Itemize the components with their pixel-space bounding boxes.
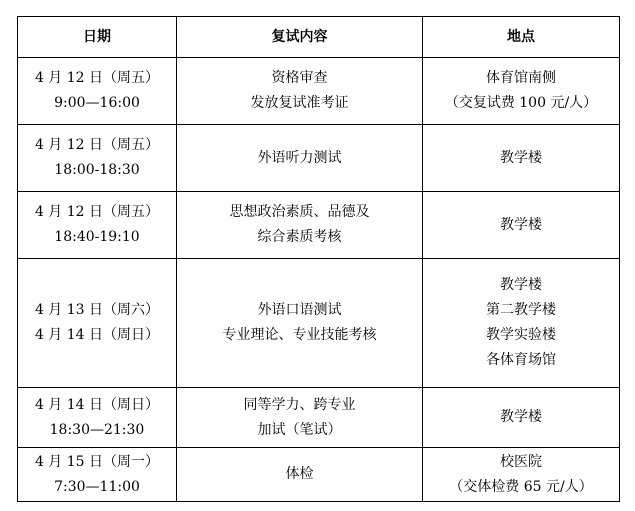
place-line: 教学实验楼 [486, 327, 556, 343]
fee-note: （交复试费 100 元/人） [444, 95, 598, 111]
time-line: 9:00—16:00 [54, 95, 140, 111]
content-line: 发放复试准考证 [250, 95, 349, 111]
place-line: 体育馆南侧 [486, 70, 556, 86]
content-line: 专业理论、专业技能考核 [222, 327, 377, 343]
time-line: 18:30—21:30 [49, 421, 145, 438]
place-line: 校医院 [500, 453, 542, 470]
place-cell [423, 192, 620, 259]
date-cell [18, 125, 177, 192]
table-body [18, 58, 620, 502]
table-row [18, 192, 620, 259]
content-cell [177, 58, 423, 125]
date-line: 4 月 12 日（周五） [34, 204, 160, 220]
date-cell [18, 58, 177, 125]
table-row [18, 388, 620, 448]
content-line: 综合素质考核 [257, 229, 342, 245]
content-cell [177, 259, 423, 388]
place-cell [423, 259, 620, 388]
time-line: 7:30—11:00 [54, 478, 140, 495]
header-date: 日期 [18, 17, 177, 58]
table-row [18, 58, 620, 125]
place-cell [423, 448, 620, 502]
content-line: 资格审查 [271, 70, 328, 86]
table-row [18, 125, 620, 192]
table-row [18, 259, 620, 388]
place-cell [423, 388, 620, 448]
content-cell [177, 192, 423, 259]
content-line: 思想政治素质、品德及 [229, 204, 370, 220]
content-line: 外语听力测试 [257, 149, 342, 166]
date-line: 4 月 15 日（周一） [34, 453, 160, 470]
date-line: 4 月 12 日（周五） [34, 70, 160, 86]
content-cell [177, 388, 423, 448]
date-line: 4 月 12 日（周五） [34, 137, 160, 153]
date-cell [18, 448, 177, 502]
fee-note: （交体检费 65 元/人） [449, 478, 593, 495]
date-cell [18, 259, 177, 388]
date-line: 4 月 14 日（周日） [34, 327, 160, 343]
place-line: 教学楼 [500, 149, 542, 166]
header-row [18, 17, 620, 58]
place-cell [423, 125, 620, 192]
content-cell [177, 448, 423, 502]
content-line: 体检 [285, 466, 314, 482]
date-cell [18, 192, 177, 259]
header-content: 复试内容 [177, 17, 423, 58]
content-cell [177, 125, 423, 192]
place-line: 第二教学楼 [486, 302, 556, 318]
content-line: 同等学力、跨专业 [243, 396, 356, 413]
place-line: 教学楼 [500, 277, 542, 293]
date-line: 4 月 13 日（周六） [34, 302, 160, 318]
content-line: 外语口语测试 [257, 302, 342, 318]
content-line: 加试（笔试） [257, 421, 342, 438]
place-line: 各体育场馆 [486, 352, 556, 368]
date-line: 4 月 14 日（周日） [34, 396, 160, 413]
place-line: 教学楼 [500, 409, 542, 425]
table-row [18, 448, 620, 502]
time-line: 18:00-18:30 [54, 162, 140, 178]
schedule-table [17, 16, 620, 502]
time-line: 18:40-19:10 [54, 229, 140, 245]
place-line: 教学楼 [500, 216, 542, 233]
date-cell [18, 388, 177, 448]
table-header [18, 17, 620, 58]
header-place: 地点 [423, 17, 620, 58]
place-cell [423, 58, 620, 125]
